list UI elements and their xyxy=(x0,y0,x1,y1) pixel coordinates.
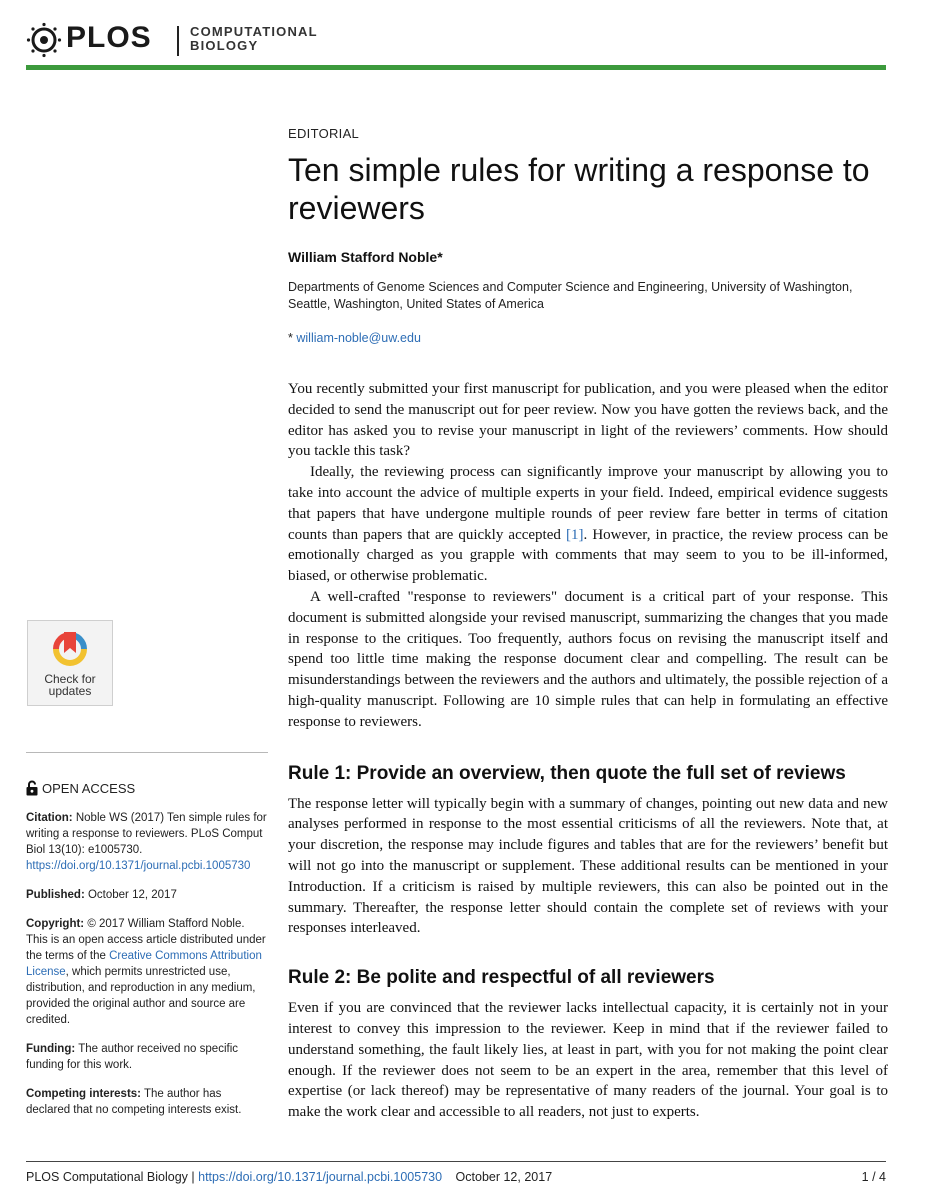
intro-paragraph-3: A well-crafted "response to reviewers" document is a critical part of your response. This document is submitted alongside your revised manuscript, summarizing the changes that you made in response to the critiques. Too frequently, authors focus on revising the manuscript itself and spend too little time making the response document clear and compelling. The result can be misunderstandings between the reviewers and the authors and ultimately, the possible rejection of a high-quality manuscript. Following are 10 simple rules that can help in formulating an effective response to reviewers. xyxy=(288,588,888,730)
intro-paragraph-2 xyxy=(288,462,888,587)
journal-header xyxy=(26,18,886,72)
title-line-2: reviewers xyxy=(288,190,425,226)
affiliation xyxy=(288,279,888,313)
open-lock-icon xyxy=(26,780,38,796)
rule-2-heading: Rule 2: Be polite and respectful of all reviewers xyxy=(288,967,715,989)
copyright-text-a: © 2017 William Stafford Noble. This is an open access article distributed under the terms of the xyxy=(26,918,266,962)
logo-divider xyxy=(177,26,179,56)
intro-p2-text-b: . However, in practice, the review process can be emotionally charged as you grapple with comments that may seem to you to be ill-informed, biased, or otherwise problematic. xyxy=(288,526,888,585)
page-footer xyxy=(26,1170,886,1184)
intro-p2-text-a: Ideally, the reviewing process can significantly improve your manuscript by allowing you to take into account the advice of multiple experts in your field. Indeed, empirical evidence suggests that papers that have undergone multiple rounds of peer review fare better in terms of citation counts than papers that are quickly accepted xyxy=(288,464,888,543)
copyright-text-b: , which permits unrestricted use, distribution, and reproduction in any medium, provided the original author and source are credited. xyxy=(26,966,256,1026)
affiliation-line-1: Departments of Genome Sciences and Computer Science and Engineering, University of Washington, xyxy=(288,280,853,294)
footer-rule xyxy=(26,1161,886,1162)
sidebar-divider xyxy=(26,752,268,753)
footer-date: October 12, 2017 xyxy=(455,1170,553,1184)
rule-2-text: Even if you are convinced that the reviewer lacks intellectual capacity, it is certainly not in your interest to convey this impression to the reviewer. Keep in mind that if the reviewer failed to understand something, the fault likely lies, at least in part, with you for not making the point clear enough. If the reviewer does not seem to be an expert in the area, remember that this level of expertise (or lack thereof) may be representative of many readers of the journal. Your goal is to make the work clear and accessible to all readers, not just to experts. xyxy=(288,1000,888,1121)
article-type: EDITORIAL xyxy=(288,126,360,141)
header-rule xyxy=(26,65,886,70)
plos-wordmark: PLOS xyxy=(66,21,152,54)
affiliation-line-2: Seattle, Washington, United States of America xyxy=(288,297,544,311)
crossmark-label xyxy=(28,673,112,697)
funding-block xyxy=(26,1041,268,1073)
footer-journal: PLOS Computational Biology xyxy=(26,1170,188,1184)
reference-link-1[interactable]: [1] xyxy=(565,526,584,543)
journal-name-line1: COMPUTATIONAL xyxy=(190,24,318,39)
funding-text: The author received no specific funding for this work. xyxy=(26,1043,238,1071)
crossmark-label-line2: updates xyxy=(48,684,92,698)
footer-doi-link[interactable]: https://doi.org/10.1371/journal.pcbi.1005730 xyxy=(198,1170,443,1184)
citation-block xyxy=(26,810,268,874)
copyright-block xyxy=(26,916,268,1028)
article-info-sidebar xyxy=(26,810,268,1118)
citation-doi-link[interactable]: https://doi.org/10.1371/journal.pcbi.1005730 xyxy=(26,860,251,872)
competing-interests-block xyxy=(26,1086,268,1118)
article-title xyxy=(288,151,888,227)
license-link[interactable]: Creative Commons Attribution License xyxy=(26,950,262,978)
journal-name-line2: BIOLOGY xyxy=(190,38,259,53)
published-label: Published: xyxy=(26,889,85,901)
author-name: William Stafford Noble* xyxy=(288,249,443,265)
rule-1-text: The response letter will typically begin with a summary of changes, pointing out new data and new analyses performed in response to the most essential criticisms of all the reviewers. Note that, at your discretion, the response may include figures and tables that are for the reviewers’ benefit but will not go into the manuscript or supplement. These additional results can be mentioned in your Introduction. If a criticism is raised by multiple reviewers, this can also be pointed out in the summary. Thereafter, the response letter should contain the complete set of reviews with your responses interleaved. xyxy=(288,795,888,937)
check-for-updates-badge[interactable] xyxy=(27,620,113,706)
journal-name xyxy=(190,25,318,53)
footer-separator: | xyxy=(191,1170,195,1184)
competing-interests-label: Competing interests: xyxy=(26,1088,142,1100)
published-date: October 12, 2017 xyxy=(87,889,177,901)
competing-interests-text: The author has declared that no competing interests exist. xyxy=(26,1088,242,1116)
copyright-label: Copyright: xyxy=(26,918,85,930)
title-line-1: Ten simple rules for writing a response to xyxy=(288,152,870,188)
author-email-link[interactable]: william-noble@uw.edu xyxy=(296,331,421,345)
rule-1-heading: Rule 1: Provide an overview, then quote the full set of reviews xyxy=(288,762,846,784)
citation-label: Citation: xyxy=(26,812,73,824)
open-access-label xyxy=(26,780,135,796)
page-number: 1 / 4 xyxy=(861,1170,886,1184)
funding-label: Funding: xyxy=(26,1043,76,1055)
crossmark-icon xyxy=(50,627,90,671)
citation-text: Noble WS (2017) Ten simple rules for writing a response to reviewers. PLoS Comput Biol 13(10): e1005730. xyxy=(26,812,267,856)
correspondence xyxy=(288,331,888,345)
open-access-text: OPEN ACCESS xyxy=(42,781,136,796)
crossmark-label-line1: Check for xyxy=(44,672,96,686)
intro-paragraph-1: You recently submitted your first manuscript for publication, and you were pleased when the editor decided to send the manuscript out for peer review. Now you have gotten the reviews back, and the editor has asked you to revise your manuscript in light of the reviewers’ comments. How should you tackle this task? xyxy=(288,381,888,460)
plos-logo-icon xyxy=(26,22,62,58)
published-block xyxy=(26,887,268,903)
email-asterisk: * xyxy=(288,331,293,345)
main-column xyxy=(288,126,888,1123)
